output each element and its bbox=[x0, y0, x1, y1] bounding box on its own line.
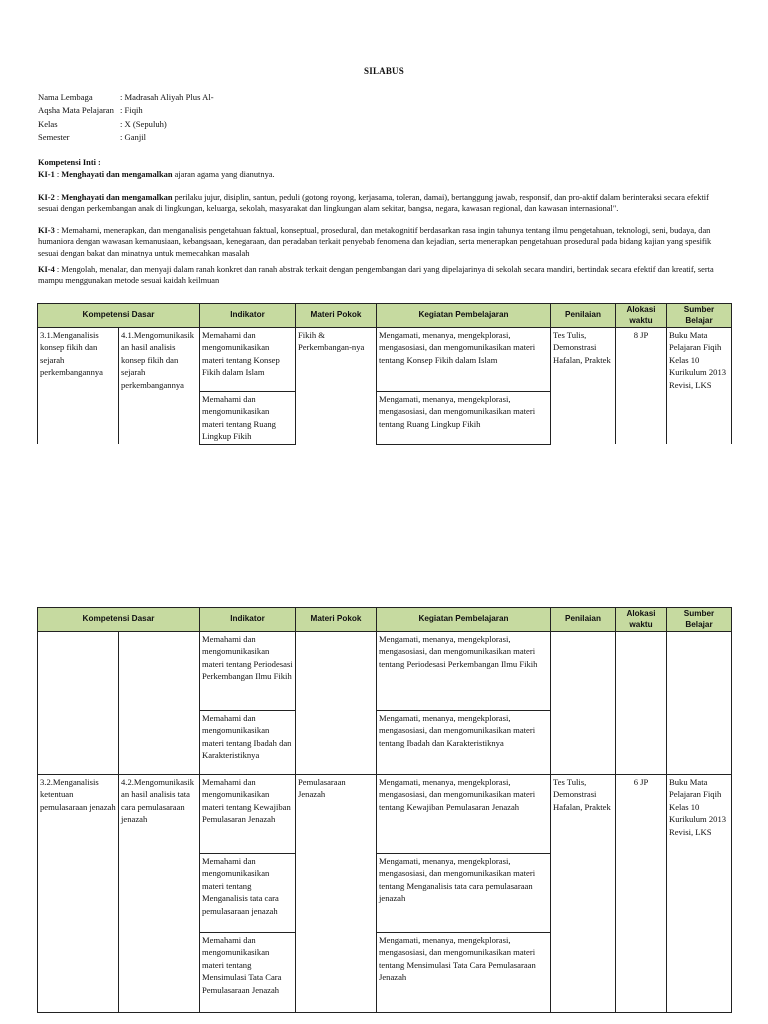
penilaian-cell: Tes Tulis, Demonstrasi Hafalan, Praktek bbox=[551, 775, 616, 1013]
alokasi-cell: 8 JP bbox=[616, 328, 667, 445]
identity-label: Kelas bbox=[38, 118, 58, 129]
identity-row bbox=[38, 91, 214, 104]
kd3-cell: 3.1.Menganalisis konsep fikih dan sejarah perkembangannya bbox=[38, 328, 119, 445]
indikator-cell: Memahami dan mengomunikasikan materi tentang Periodesasi Perkembangan Ilmu Fikih bbox=[200, 632, 296, 711]
identity-label: Aqsha Mata Pelajaran bbox=[38, 105, 114, 116]
kd3-cell bbox=[38, 632, 119, 775]
indikator-cell: Memahami dan mengomunikasikan materi tentang Mensimulasi Tata Cara Pemulasaraan Jenazah bbox=[200, 933, 296, 1013]
kegiatan-cell: Mengamati, menanya, mengekplorasi, mengasosiasi, dan mengomunikasikan materi tentang Menganalisis tata cara pemulasaraan jenazah bbox=[377, 854, 551, 933]
header-indikator: Indikator bbox=[200, 304, 296, 328]
header-penilaian: Penilaian bbox=[551, 304, 616, 328]
materi-cell: Pemulasaraan Jenazah bbox=[296, 775, 377, 1013]
alokasi-cell: 6 JP bbox=[616, 775, 667, 1013]
sumber-cell: Buku Mata Pelajaran Fiqih Kelas 10 Kurikulum 2013 Revisi, LKS bbox=[667, 775, 732, 1013]
header-penilaian: Penilaian bbox=[551, 608, 616, 632]
header-kegiatan: Kegiatan Pembelajaran bbox=[377, 608, 551, 632]
kegiatan-cell: Mengamati, menanya, mengekplorasi, mengasosiasi, dan mengomunikasikan materi tentang Ruang Lingkup Fikih bbox=[377, 392, 551, 445]
indikator-cell: Memahami dan mengomunikasikan materi tentang Kewajiban Pemulasaran Jenazah bbox=[200, 775, 296, 854]
kegiatan-cell: Mengamati, menanya, mengekplorasi, mengasosiasi, dan mengomunikasikan materi tentang Kewajiban Pemulasaran Jenazah bbox=[377, 775, 551, 854]
table-row bbox=[38, 328, 732, 392]
indikator-cell: Memahami dan mengomunikasikan materi tentang Menganalisis tata cara pemulasaraan jenazah bbox=[200, 854, 296, 933]
kegiatan-cell: Mengamati, menanya, mengekplorasi, mengasosiasi, dan mengomunikasikan materi tentang Mensimulasi Tata Cara Pemulasaraan Jenazah bbox=[377, 933, 551, 1013]
materi-cell bbox=[296, 632, 377, 775]
header-kompetensi-dasar: Kompetensi Dasar bbox=[38, 608, 200, 632]
header-sumber: Sumber Belajar bbox=[667, 304, 732, 328]
header-alokasi: Alokasi waktu bbox=[616, 608, 667, 632]
indikator-cell: Memahami dan mengomunikasikan materi tentang Ibadah dan Karakteristiknya bbox=[200, 711, 296, 775]
kd4-cell: 4.1.Mengomunikasikan hasil analisis konsep fikih dan sejarah perkembangannya bbox=[119, 328, 200, 445]
header-materi-pokok: Materi Pokok bbox=[296, 608, 377, 632]
materi-cell: Fikih & Perkembangan-nya bbox=[296, 328, 377, 445]
table-header-row bbox=[38, 304, 732, 328]
alokasi-cell bbox=[616, 632, 667, 775]
header-kompetensi-dasar: Kompetensi Dasar bbox=[38, 304, 200, 328]
ki-4: KI-4 : Mengolah, menalar, dan menyaji dalam ranah konkret dan ranah abstrak terkait dengan pengembangan dari yang dipelajarinya di sekolah secara mandiri, bertindak secara efektif dan kreatif, serta mampu menggunakan metode sesuai kaidah keilmuan bbox=[38, 265, 714, 286]
identity-row bbox=[38, 131, 214, 144]
header-alokasi: Alokasi waktu bbox=[616, 304, 667, 328]
identity-row bbox=[38, 104, 214, 117]
indikator-cell: Memahami dan mengomunikasikan materi tentang Ruang Lingkup Fikih bbox=[200, 392, 296, 445]
identity-value: : Ganjil bbox=[120, 132, 147, 143]
sumber-cell bbox=[667, 632, 732, 775]
table-row bbox=[38, 632, 732, 711]
identity-block bbox=[38, 91, 214, 145]
kd4-cell: 4.2.Mengomunikasikan hasil analisis tata cara pemulasaraan jenazah bbox=[119, 775, 200, 1013]
ki-3: KI-3 : Memahami, menerapkan, dan menganalisis pengetahuan faktual, konseptual, prosedural, dan metakognitif berdasarkan rasa ingin tahunya tentang ilmu pengetahuan, teknologi, seni, budaya, dan humaniora dengan wawasan kemanusiaan, kebangsaan, kenegaraan, dan peradaban terkait penyebab fenomena dan kejadian, serta menerapkan pengetahuan prosedural pada bidang kajian yang spesifik sesuai dengan bakat dan minatnya untuk memecahkan masalah bbox=[38, 226, 712, 258]
sumber-cell: Buku Mata Pelajaran Fiqih Kelas 10 Kurikulum 2013 Revisi, LKS bbox=[667, 328, 732, 445]
kegiatan-cell: Mengamati, menanya, mengekplorasi, mengasosiasi, dan mengomunikasikan materi tentang Periodesasi Perkembangan Ilmu Fikih bbox=[377, 632, 551, 711]
document-title: SILABUS bbox=[364, 66, 404, 76]
kegiatan-cell: Mengamati, menanya, mengekplorasi, mengasosiasi, dan mengomunikasikan materi tentang Konsep Fikih dalam Islam bbox=[377, 328, 551, 392]
ki-1: KI-1 : Menghayati dan mengamalkan ajaran agama yang dianutnya. bbox=[38, 170, 275, 179]
header-kegiatan: Kegiatan Pembelajaran bbox=[377, 304, 551, 328]
table-row bbox=[38, 775, 732, 854]
identity-value: : Fiqih bbox=[120, 105, 143, 116]
syllabus-table-2 bbox=[37, 607, 732, 1013]
penilaian-cell bbox=[551, 632, 616, 775]
syllabus-table-1 bbox=[37, 303, 732, 445]
ki-2: KI-2 : Menghayati dan mengamalkan perilaku jujur, disiplin, santun, peduli (gotong royong, kerjasama, toleran, damai), bertanggung jawab, responsif, dan pro-aktif dalam berinteraksi secara efektif sesuai dengan perkembangan anak di lingkungan, keluarga, sekolah, masyarakat dan lingkungan alam sekitar, bangsa, negara, kawasan regional, dan kawasan internasional". bbox=[38, 193, 709, 214]
identity-value: : Madrasah Aliyah Plus Al- bbox=[120, 92, 214, 102]
kd3-cell: 3.2.Menganalisis ketentuan pemulasaraan jenazah bbox=[38, 775, 119, 1013]
identity-value: : X (Sepuluh) bbox=[120, 118, 167, 129]
identity-row bbox=[38, 118, 214, 131]
penilaian-cell: Tes Tulis, Demonstrasi Hafalan, Praktek bbox=[551, 328, 616, 445]
identity-label: Semester bbox=[38, 132, 70, 143]
indikator-cell: Memahami dan mengomunikasikan materi tentang Konsep Fikih dalam Islam bbox=[200, 328, 296, 392]
kd4-cell bbox=[119, 632, 200, 775]
header-indikator: Indikator bbox=[200, 608, 296, 632]
header-sumber: Sumber Belajar bbox=[667, 608, 732, 632]
header-materi-pokok: Materi Pokok bbox=[296, 304, 377, 328]
kegiatan-cell: Mengamati, menanya, mengekplorasi, mengasosiasi, dan mengomunikasikan materi tentang Ibadah dan Karakteristiknya bbox=[377, 711, 551, 775]
table-header-row bbox=[38, 608, 732, 632]
identity-label: Nama Lembaga bbox=[38, 92, 93, 102]
ki-heading: Kompetensi Inti : bbox=[38, 158, 101, 167]
